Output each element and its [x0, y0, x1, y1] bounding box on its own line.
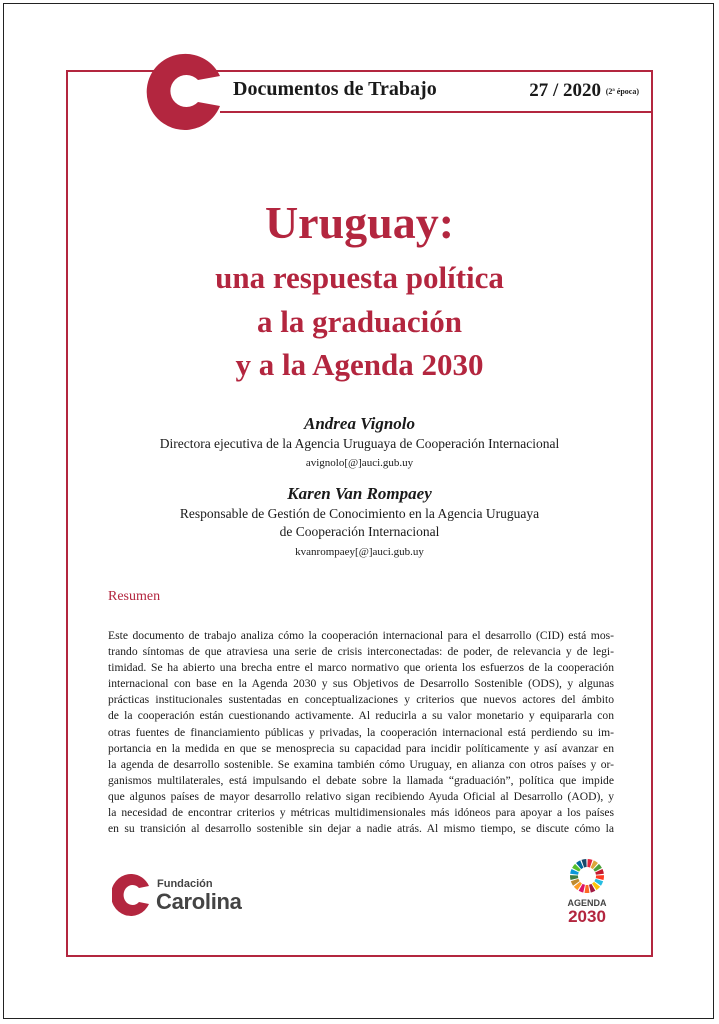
- abstract-line: prácticas institucionales sustentadas en conceptualizaciones y criterios que nuevos actores del ámbito: [108, 693, 614, 707]
- abstract-line: trando síntomas de que atraviesa una serie de crisis interconectadas: de poder, de relevancia y de legi-: [108, 645, 614, 659]
- abstract-line: otras fuentes de financiamiento públicas y privadas, la cooperación internacional está perdiendo su im-: [108, 725, 614, 739]
- author-role: Responsable de Gestión de Conocimiento en la Agencia Uruguaya: [179, 506, 540, 521]
- abstract-line: la necesidad de encontrar criterios y métricas multidimensionales más idóneos para apoyar a los países: [108, 806, 614, 820]
- abstract-line: ganismos multilaterales, está impulsando el debate sobre la llamada “graduación”, política que impide: [108, 773, 614, 787]
- abstract-line: portancia en la medida en que se menosprecia su capacidad para incidir políticamente y así avanzar en: [108, 741, 614, 755]
- title-main: Uruguay:: [264, 197, 455, 248]
- abstract-heading: Resumen: [108, 589, 161, 604]
- abstract-line: de la cooperación están cuestionando activamente. Al reducirla a su valor monetario y equipararla con: [108, 709, 614, 723]
- fundacion-carolina-c-logo: [144, 50, 222, 134]
- abstract-line: en su transición al desarrollo sostenible sin dejar a nadie atrás. Al mismo tiempo, se discute cómo la: [108, 822, 614, 836]
- sdg-wheel-icon: [569, 858, 605, 894]
- sdg-wheel-segment: [570, 875, 578, 880]
- fundacion-carolina-logo: [112, 872, 252, 920]
- sdg-wheel-segment: [596, 875, 604, 880]
- author-email: avignolo[@]auci.gub.uy: [305, 457, 414, 469]
- epoca-label: (2ª época): [605, 87, 639, 97]
- series-title: Documentos de Trabajo: [233, 78, 437, 100]
- carolina-label: Carolina: [156, 889, 242, 914]
- abstract-line: internacional con base en la Agenda 2030 y sus Objetivos de Desarrollo Sostenible (ODS), y algunas: [108, 677, 614, 691]
- abstract-line: timidad. Se ha abierto una brecha entre el marco normativo que orienta los esfuerzos de la cooperación: [108, 661, 614, 675]
- title-line-3: y a la Agenda 2030: [235, 347, 484, 382]
- author-role: Directora ejecutiva de la Agencia Uruguaya de Cooperación Internacional: [159, 436, 560, 451]
- fundacion-carolina-c-icon: [112, 872, 150, 918]
- author-role: de Cooperación Internacional: [279, 524, 440, 539]
- fundacion-label: Fundación: [157, 878, 213, 890]
- abstract-line: la agenda de desarrollo sostenible. Se examina también cómo Uruguay, en alianza con otros países y or-: [108, 757, 614, 771]
- issue-number-text: 27 / 2020: [529, 80, 601, 101]
- title-line-1: una respuesta política: [215, 260, 504, 295]
- header-rule: [220, 111, 653, 113]
- abstract-line: que algunos países de mayor desarrollo relativo sigan recibiendo Ayuda Oficial al Desarrollo (AOD), y: [108, 789, 614, 803]
- agenda-2030-logo: [558, 858, 616, 932]
- sdg-wheel-segment: [585, 885, 590, 893]
- issue-number: [529, 80, 639, 102]
- agenda-label: AGENDA: [567, 898, 607, 908]
- author-name: Andrea Vignolo: [303, 414, 415, 433]
- abstract-line: Este documento de trabajo analiza cómo la cooperación internacional para el desarrollo (CID) está mos-: [108, 629, 614, 642]
- title-line-2: a la graduación: [257, 304, 462, 339]
- author-name: Karen Van Rompaey: [287, 484, 432, 503]
- abstract-body: [108, 628, 614, 837]
- agenda-year-label: 2030: [568, 907, 606, 926]
- author-email: kvanrompaey[@]auci.gub.uy: [295, 546, 424, 558]
